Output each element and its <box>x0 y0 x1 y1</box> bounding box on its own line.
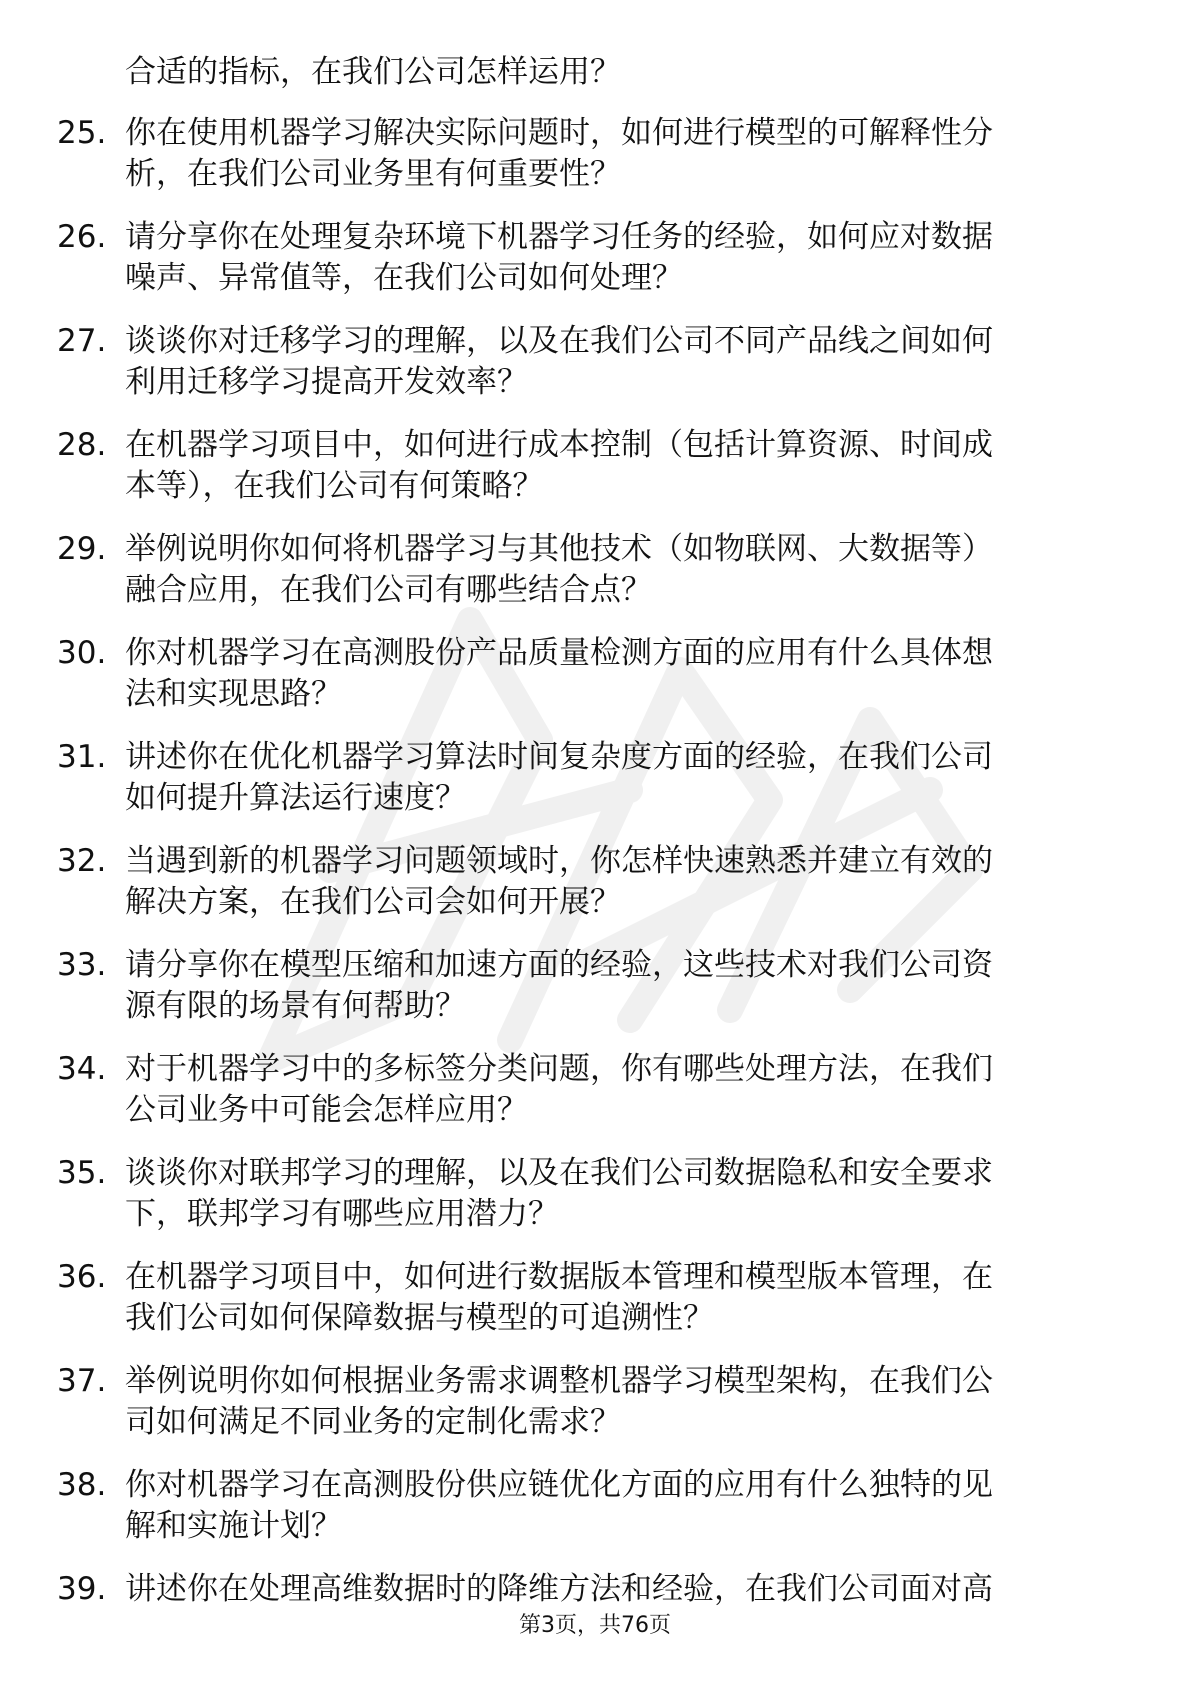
question-text: 讲述你在优化机器学习算法时间复杂度方面的经验，在我们公司 如何提升算法运行速度？ <box>125 739 993 816</box>
question-number: 30. <box>57 635 107 671</box>
continuation-text: 合适的指标，在我们公司怎样运用？ <box>125 54 621 90</box>
list-item <box>57 633 1117 715</box>
question-number: 33. <box>57 947 107 983</box>
question-number: 28. <box>57 427 107 463</box>
list-item <box>57 1049 1117 1131</box>
question-text: 你对机器学习在高测股份供应链优化方面的应用有什么独特的见 解和实施计划？ <box>125 1467 993 1544</box>
question-number: 29. <box>57 531 107 567</box>
question-number: 35. <box>57 1155 107 1191</box>
list-item <box>57 321 1117 403</box>
list-item <box>57 425 1117 507</box>
question-number: 26. <box>57 219 107 255</box>
list-item <box>57 841 1117 923</box>
list-item <box>57 529 1117 611</box>
question-number: 34. <box>57 1051 107 1087</box>
list-item <box>57 1569 1117 1610</box>
question-text: 你在使用机器学习解决实际问题时，如何进行模型的可解释性分 析，在我们公司业务里有何重要性？ <box>125 115 993 192</box>
question-number: 39. <box>57 1571 107 1607</box>
question-text: 举例说明你如何将机器学习与其他技术（如物联网、大数据等） 融合应用，在我们公司有哪些结合点？ <box>125 531 993 608</box>
question-list <box>57 52 1117 1632</box>
list-item <box>57 1361 1117 1443</box>
question-number: 27. <box>57 323 107 359</box>
question-text: 对于机器学习中的多标签分类问题，你有哪些处理方法，在我们 公司业务中可能会怎样应用？ <box>125 1051 993 1128</box>
list-item <box>57 1153 1117 1235</box>
page-footer: 第3页，共76页 <box>519 1613 671 1638</box>
question-number: 38. <box>57 1467 107 1503</box>
list-item <box>57 1257 1117 1339</box>
list-item <box>57 945 1117 1027</box>
question-number: 32. <box>57 843 107 879</box>
question-text: 在机器学习项目中，如何进行数据版本管理和模型版本管理，在 我们公司如何保障数据与模型的可追溯性？ <box>125 1259 993 1336</box>
question-text: 请分享你在处理复杂环境下机器学习任务的经验，如何应对数据 噪声、异常值等，在我们公司如何处理？ <box>125 219 993 296</box>
list-item <box>57 113 1117 195</box>
question-text: 举例说明你如何根据业务需求调整机器学习模型架构，在我们公 司如何满足不同业务的定制化需求？ <box>125 1363 993 1440</box>
question-text: 当遇到新的机器学习问题领域时，你怎样快速熟悉并建立有效的 解决方案，在我们公司会如何开展？ <box>125 843 993 920</box>
question-number: 37. <box>57 1363 107 1399</box>
question-text: 你对机器学习在高测股份产品质量检测方面的应用有什么具体想 法和实现思路？ <box>125 635 993 712</box>
list-item <box>57 737 1117 819</box>
list-item <box>57 1465 1117 1547</box>
question-number: 31. <box>57 739 107 775</box>
question-text: 谈谈你对联邦学习的理解，以及在我们公司数据隐私和安全要求 下，联邦学习有哪些应用潜力？ <box>125 1155 993 1232</box>
question-text: 请分享你在模型压缩和加速方面的经验，这些技术对我们公司资 源有限的场景有何帮助？ <box>125 947 993 1024</box>
question-number: 25. <box>57 115 107 151</box>
question-text: 在机器学习项目中，如何进行成本控制（包括计算资源、时间成 本等），在我们公司有何策略？ <box>125 427 993 504</box>
question-text: 讲述你在处理高维数据时的降维方法和经验，在我们公司面对高 <box>125 1571 993 1607</box>
list-item <box>57 217 1117 299</box>
question-number: 36. <box>57 1259 107 1295</box>
question-text: 谈谈你对迁移学习的理解，以及在我们公司不同产品线之间如何 利用迁移学习提高开发效率？ <box>125 323 993 400</box>
